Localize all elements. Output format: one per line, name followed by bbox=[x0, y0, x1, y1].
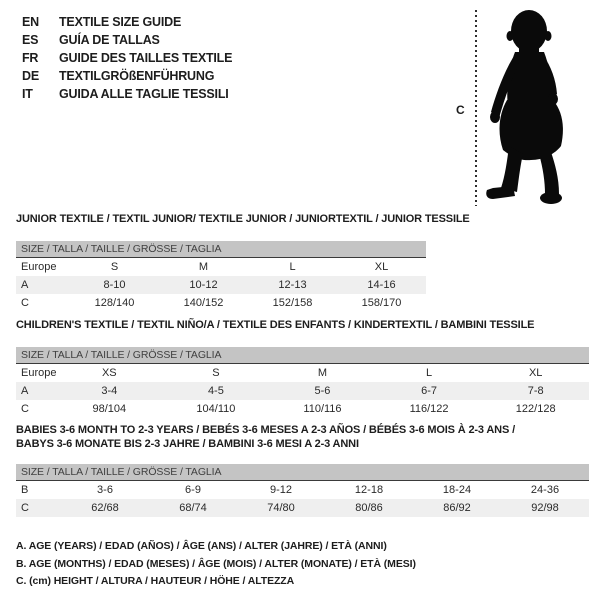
size-value-cell: 14-16 bbox=[337, 276, 426, 294]
size-table-section bbox=[16, 423, 589, 517]
size-table-row bbox=[16, 400, 589, 418]
language-code: FR bbox=[22, 51, 39, 65]
size-value-cell: 74/80 bbox=[237, 499, 325, 517]
language-header bbox=[22, 13, 232, 103]
size-value-cell: XL bbox=[528, 367, 543, 379]
size-value-cell: 104/110 bbox=[196, 403, 236, 415]
size-value-cell: 152/158 bbox=[272, 297, 313, 309]
size-value-cell: 7-8 bbox=[482, 382, 589, 400]
height-dimension-label: C bbox=[456, 103, 465, 117]
size-value-cell: 24-36 bbox=[530, 484, 560, 496]
size-table bbox=[16, 364, 589, 418]
size-value-cell: 9-12 bbox=[269, 484, 293, 496]
footnotes bbox=[16, 538, 416, 591]
section-title bbox=[16, 318, 589, 332]
size-value-cell: 10-12 bbox=[159, 276, 248, 294]
language-row bbox=[22, 49, 232, 67]
size-table-row bbox=[16, 258, 426, 276]
language-code: EN bbox=[22, 15, 39, 29]
height-measure-dotted-line bbox=[475, 10, 477, 206]
size-value-cell: 80/86 bbox=[325, 499, 413, 517]
row-label: A bbox=[16, 382, 56, 400]
footnote-line: A. AGE (YEARS) / EDAD (AÑOS) / ÂGE (ANS) / ALTER (JAHRE) / ETÀ (ANNI) bbox=[16, 540, 387, 552]
size-table bbox=[16, 481, 589, 517]
size-value-cell: 8-10 bbox=[70, 276, 159, 294]
section-title-line: BABIES 3-6 MONTH TO 2-3 YEARS / BEBÉS 3-6 MESES A 2-3 AÑOS / BÉBÉS 3-6 MOIS À 2-3 ANS / bbox=[16, 424, 515, 436]
language-title: TEXTILE SIZE GUIDE bbox=[59, 15, 182, 29]
row-label: C bbox=[21, 403, 29, 415]
size-value-cell: 3-6 bbox=[97, 484, 113, 496]
size-value-cell: 98/104 bbox=[92, 403, 127, 415]
size-value-cell: L bbox=[426, 367, 433, 379]
language-code: DE bbox=[22, 69, 39, 83]
row-label: Europe bbox=[21, 367, 57, 379]
size-table-section bbox=[16, 318, 589, 418]
figure-area bbox=[450, 0, 600, 215]
size-value-cell: S bbox=[212, 367, 220, 379]
size-header-bar: SIZE / TALLA / TAILLE / GRÖSSE / TAGLIA bbox=[16, 464, 589, 481]
row-label: B bbox=[21, 484, 29, 496]
size-table-row bbox=[16, 499, 589, 517]
size-table-row bbox=[16, 481, 589, 499]
size-value-cell: 12-18 bbox=[354, 484, 384, 496]
size-value-cell: 116/122 bbox=[409, 403, 449, 415]
language-row bbox=[22, 67, 232, 85]
size-value-cell: 128/140 bbox=[94, 297, 135, 309]
language-row bbox=[22, 85, 232, 103]
footnote-line: C. (cm) HEIGHT / ALTURA / HAUTEUR / HÖHE / ALTEZZA bbox=[16, 575, 295, 587]
language-row bbox=[22, 13, 232, 31]
size-header-bar: SIZE / TALLA / TAILLE / GRÖSSE / TAGLIA bbox=[16, 241, 426, 258]
size-value-cell: 5-6 bbox=[269, 382, 376, 400]
size-value-cell: 62/68 bbox=[61, 499, 149, 517]
size-value-cell: M bbox=[317, 367, 328, 379]
row-label: C bbox=[21, 297, 29, 309]
size-value-cell: L bbox=[289, 261, 296, 273]
row-label: C bbox=[16, 499, 61, 517]
size-value-cell: XL bbox=[374, 261, 389, 273]
size-table bbox=[16, 258, 426, 312]
size-table-section bbox=[16, 212, 470, 312]
size-header-bar: SIZE / TALLA / TAILLE / GRÖSSE / TAGLIA bbox=[16, 347, 589, 364]
footnote-line: B. AGE (MONTHS) / EDAD (MESES) / ÂGE (MOIS) / ALTER (MONATE) / ETÀ (MESI) bbox=[16, 557, 416, 570]
language-title: GUÍA DE TALLAS bbox=[59, 33, 160, 47]
language-title: GUIDE DES TAILLES TEXTILE bbox=[59, 51, 233, 65]
section-title-line: BABYS 3-6 MONATE BIS 2-3 JAHRE / BAMBINI 3-6 MESI A 2-3 ANNI bbox=[16, 438, 359, 450]
size-value-cell: 92/98 bbox=[501, 499, 589, 517]
size-value-cell: 140/152 bbox=[183, 297, 224, 309]
size-value-cell: 68/74 bbox=[149, 499, 237, 517]
size-value-cell: 158/170 bbox=[361, 297, 402, 309]
size-value-cell: M bbox=[198, 261, 209, 273]
language-title: GUIDA ALLE TAGLIE TESSILI bbox=[59, 87, 229, 101]
section-title-line: JUNIOR TEXTILE / TEXTIL JUNIOR/ TEXTILE JUNIOR / JUNIORTEXTIL / JUNIOR TESSILE bbox=[16, 213, 470, 225]
size-value-cell: 18-24 bbox=[442, 484, 472, 496]
size-value-cell: 6-9 bbox=[185, 484, 201, 496]
language-row bbox=[22, 31, 232, 49]
section-title bbox=[16, 423, 589, 451]
size-value-cell: 110/116 bbox=[303, 403, 342, 415]
size-value-cell: 86/92 bbox=[413, 499, 501, 517]
size-value-cell: 4-5 bbox=[163, 382, 270, 400]
size-value-cell: 3-4 bbox=[56, 382, 163, 400]
size-value-cell: 122/128 bbox=[515, 403, 556, 415]
size-value-cell: XS bbox=[101, 367, 117, 379]
language-code: ES bbox=[22, 33, 39, 47]
language-title: TEXTILGRÖßENFÜHRUNG bbox=[59, 69, 215, 83]
section-title bbox=[16, 212, 470, 226]
size-table-row bbox=[16, 382, 589, 400]
size-value-cell: S bbox=[110, 261, 119, 273]
section-title-line: CHILDREN'S TEXTILE / TEXTIL NIÑO/A / TEXTILE DES ENFANTS / KINDERTEXTIL / BAMBINI TESSILE bbox=[16, 319, 535, 331]
size-value-cell: 6-7 bbox=[376, 382, 483, 400]
language-code: IT bbox=[22, 87, 33, 101]
row-label: A bbox=[16, 276, 70, 294]
toddler-silhouette-icon bbox=[483, 8, 569, 208]
row-label: Europe bbox=[21, 261, 57, 273]
size-table-row bbox=[16, 276, 426, 294]
size-table-row bbox=[16, 294, 426, 312]
size-value-cell: 12-13 bbox=[248, 276, 337, 294]
size-table-row bbox=[16, 364, 589, 382]
